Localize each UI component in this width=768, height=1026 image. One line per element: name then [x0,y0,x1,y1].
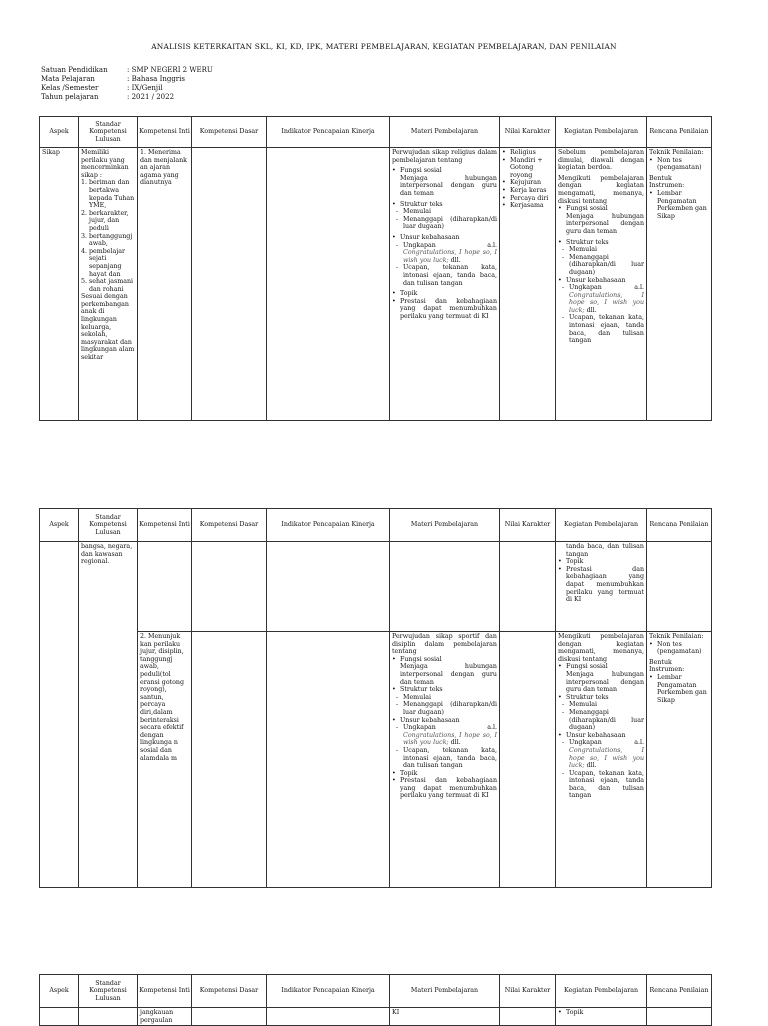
table-row [40,632,712,888]
info-row: Mata Pelajaran : Bahasa Inggris [41,75,185,83]
list-item: 2. berkarakter, jujur, dan peduli [81,209,129,232]
analysis-table-3 [39,974,712,1026]
cell-materi: Perwujudan sikap religius dalam pembelajaran tentang • Fungsi sosial Menjaga hubungan interpersonal dengan guru dan teman • Struktur teks - Memulai - Menanggapi (diharapkan/di luar dugaan) • Unsur kebahasaan - Ungkapan a.l. Congratulations, I hope so, I wish you luck; dll. - Ucapan, tekanan kata, intonasi ejaan, tanda baca, dan tulisan tangan • Topik • Prestasi dan kebahagiaan yang dapat menumbuhkan perilaku yang termuat di KI [390,148,500,421]
cell-materi: KI [390,1008,500,1026]
info-row: Satuan Pendidikan : SMP NEGERI 2 WERU [41,66,213,74]
header-nilai: Nilai Karakter [500,117,556,148]
skl-list [81,179,135,293]
header-ipk: Indikator Pencapaian Kinerja [267,117,390,148]
nilai-list [502,149,553,210]
list-item: • Mandiri + Gotong royong [502,157,553,180]
table-header-row [40,117,712,148]
cell-ki: jangkauan pergaulan [138,1008,192,1026]
cell-kegiatan: tanda baca, dan tulisan tangan • Topik • Prestasi dan kebahagiaan yang dapat menumbuhkan perilaku yang termuat di KI [556,542,647,632]
list-item: • Kejujuran [502,179,553,187]
cell-skl: Memiliki perilaku yang mencerminkan sikap : 1. beriman dan bertakwa kepada Tuhan YME, 2. berkarakter, jujur, dan peduli 3. bertanggungj awab, 4. pembelajar sejati sepanjang hayat dan 5. sehat jasmani dan rohani Sesuai dengan perkembangan anak di lingkungan keluarga, sekolah, masyarakat dan lingkungan alam sekitar [79,148,138,421]
header-ki: Kompetensi Inti [138,117,192,148]
header-aspek: Aspek [40,117,79,148]
cell-kegiatan: Sebelum pembelajaran dimulai, diawali dengan kegiatan berdoa. Mengikuti pembelajaran dengan kegiatan mengamati, menanya, diskusi tentang • Fungsi sosial Menjaga hubungan interpersonal dengan guru dan teman • Struktur teks - Memulai - Menanggapi (diharapkan/di luar dugaan) • Unsur kebahasaan - Ungkapan a.l. Congratulations, I hope so, I wish you luck; dll. - Ucapan, tekanan kata, intonasi ejaan, tanda baca, dan tulisan tangan [556,148,647,421]
list-item: • Kerja keras [502,187,553,195]
list-item: • Percaya diri [502,195,553,203]
header-rencana: Rencana Penilaian [647,117,712,148]
header-skl: Standar Kompetensi Lulusan [79,117,138,148]
list-item: 3. bertanggungj awab, [81,232,133,248]
list-item: 4. pembelajar sejati sepanjang hayat dan [81,247,125,278]
table-row [40,148,712,421]
list-item: 1. beriman dan bertakwa kepada Tuhan YME, [81,179,135,210]
cell-ki: 1. Menerima dan menjalank an ajaran agama yang dianutnya [138,148,192,421]
cell-nilai [500,148,556,421]
list-item: • Kerjasama [502,202,553,210]
cell-rencana: Teknik Penilaian: • Non tes (pengamatan) Bentuk Instrumen: • Lembar Pengamatan Perkemben gan Sikap [647,632,712,888]
cell-ipk [267,148,390,421]
cell-kegiatan: Mengikuti pembelajaran dengan kegiatan mengamati, menanya, diskusi tentang • Fungsi sosial Menjaga hubungan interpersonal dengan guru dan teman • Struktur teks - Memulai - Menanggapi (diharapkan/di luar dugaan) • Unsur kebahasaan - Ungkapan a.l. Congratulations, I hope so, I wish you luck; dll. - Ucapan, tekanan kata, intonasi ejaan, tanda baca, dan tulisan tangan [556,632,647,888]
table-header-row: Aspek Standar Kompetensi Lulusan Kompetensi Inti Kompetensi Dasar Indikator Pencapaian Kinerja Materi Pembelajaran Nilai Karakter Kegiatan Pembelajaran Rencana Penilaian [40,975,712,1008]
info-row: Tahun pelajaran : 2021 / 2022 [41,93,175,101]
list-item: 5. sehat jasmani dan rohani [81,278,134,293]
cell-skl: bangsa, negara, dan kawasan regional. [79,542,138,888]
header-kegiatan: Kegiatan Pembelajaran [556,117,647,148]
analysis-table-1 [39,116,712,421]
list-item: • Religius [502,149,553,157]
table-row [40,1008,712,1026]
page-title: ANALISIS KETERKAITAN SKL, KI, KD, IPK, MATERI PEMBELAJARAN, KEGIATAN PEMBELAJARAN, DAN PENILAIAN [151,42,617,51]
header-materi: Materi Pembelajaran [390,117,500,148]
table-header-row: Aspek Standar Kompetensi Lulusan Kompetensi Inti Kompetensi Dasar Indikator Pencapaian Kinerja Materi Pembelajaran Nilai Karakter Kegiatan Pembelajaran Rencana Penilaian [40,509,712,542]
analysis-table-2 [39,508,712,888]
cell-kd [192,148,267,421]
table-row [40,542,712,632]
header-kd: Kompetensi Dasar [192,117,267,148]
cell-aspek: Sikap [40,148,79,421]
info-row: Kelas /Semester : IX/Genjil [41,84,163,92]
cell-ki: 2. Menunjuk kan perilaku jujur, disiplin, tanggungj awab, peduli(tol eransi gotong royong), santun, percaya diri,dalam berinteraksi secara efektif dengan lingkunga n sosial dan alamdala m [138,632,192,888]
cell-kegiatan: • Topik [556,1008,647,1026]
document-info [41,66,213,102]
cell-materi: Perwujudan sikap sportif dan disiplin dalam pembelajaran tentang • Fungsi sosial Menjaga hubungan interpersonal dengan guru dan teman • Struktur teks - Memulai - Menanggapi (diharapkan/di luar dugaan) • Unsur kebahasaan - Ungkapan a.l. Congratulations, I hope so, I wish you luck; dll. - Ucapan, tekanan kata, intonasi ejaan, tanda baca, dan tulisan tangan • Topik • Prestasi dan kebahagiaan yang dapat menumbuhkan perilaku yang termuat di KI [390,632,500,888]
cell-rencana: Teknik Penilaian: • Non tes (pengamatan) Bentuk Instrumen: • Lembar Pengamatan Perkemben gan Sikap [647,148,712,421]
